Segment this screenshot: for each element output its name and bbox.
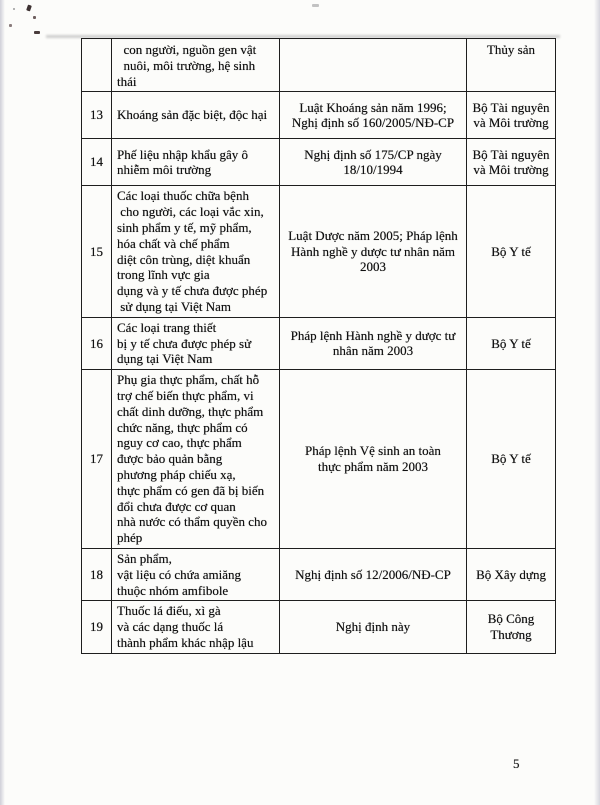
cell-ministry xyxy=(467,548,556,600)
cell-ministry xyxy=(467,601,556,653)
table-row xyxy=(82,601,556,653)
scan-speck xyxy=(13,8,15,10)
table-row xyxy=(82,186,556,317)
text-line: Thương xyxy=(490,627,532,642)
text-line: sinh phẩm y tế, mỹ phẩm, xyxy=(117,219,252,235)
scan-speck xyxy=(9,24,12,27)
cell-ministry xyxy=(467,317,556,369)
text-line: trợ chế biến thực phẩm, vi xyxy=(117,387,254,403)
text-line: hóa chất và chế phẩm xyxy=(117,235,230,251)
text-line: Bộ Tài nguyên xyxy=(472,146,550,162)
text-line: phép xyxy=(117,530,143,546)
text-line: nhiễm môi trường xyxy=(117,162,212,178)
cell-ministry xyxy=(467,186,556,317)
text-line: diệt côn trùng, diệt khuẩn xyxy=(117,251,251,267)
text-line: chất dinh dưỡng, thực phẩm xyxy=(117,403,264,419)
text-line: Pháp lệnh Vệ sinh an toàn xyxy=(305,443,441,459)
table-row xyxy=(82,370,556,549)
text-line: Hành nghề y dược tư nhân năm xyxy=(291,243,455,259)
prohibited-goods-table xyxy=(81,38,556,654)
text-line: thái xyxy=(117,73,137,89)
text-line: thực phẩm năm 2003 xyxy=(318,459,428,475)
text-line: Bộ Y tế xyxy=(491,243,531,259)
cell-legal-basis xyxy=(280,548,467,600)
text-line: thực phẩm có gen đã bị biến xyxy=(117,482,265,498)
text-line: và các dạng thuốc lá xyxy=(117,619,224,635)
table-row xyxy=(82,92,556,139)
text-line: đổi chưa được cơ quan xyxy=(117,498,236,514)
text-line: Phế liệu nhập khẩu gây ô xyxy=(117,146,249,162)
cell-number: 14 xyxy=(82,139,112,186)
text-line: chức năng, thực phẩm có xyxy=(117,419,248,435)
text-line: Nghị định này xyxy=(335,619,411,635)
text-line: Thủy sản xyxy=(486,42,536,57)
cell-description xyxy=(112,601,280,653)
text-line: Nghị định số 160/2005/NĐ-CP xyxy=(291,115,455,131)
text-line: nuôi, môi trường, hệ sinh xyxy=(117,57,256,73)
cell-number: 15 xyxy=(82,186,112,317)
scan-speck xyxy=(34,31,40,34)
cell-number: 18 xyxy=(82,548,112,600)
scan-speck xyxy=(33,16,36,19)
cell-ministry xyxy=(467,92,556,139)
text-line: nhân năm 2003 xyxy=(332,343,414,359)
cell-description xyxy=(112,139,280,186)
text-line: Bộ Công xyxy=(487,611,535,627)
text-line: sử dụng tại Việt Nam xyxy=(117,298,231,314)
text-line: Khoáng sản đặc biệt, độc hại xyxy=(117,107,268,123)
text-line: 2003 xyxy=(360,259,386,275)
text-line: trong lĩnh vực gia xyxy=(117,267,210,283)
cell-description xyxy=(112,370,280,549)
cell-number xyxy=(82,39,112,92)
table-row xyxy=(82,39,556,92)
text-line: Bộ Tài nguyên xyxy=(472,99,550,115)
text-line: Luật Dược năm 2005; Pháp lệnh xyxy=(288,227,458,243)
cell-number: 16 xyxy=(82,317,112,369)
cell-legal-basis xyxy=(280,370,467,549)
text-line: dụng và y tế chưa được phép xyxy=(117,283,268,299)
cell-ministry xyxy=(467,39,556,92)
cell-ministry xyxy=(467,370,556,549)
text-line: Phụ gia thực phẩm, chất hỗ xyxy=(117,372,260,388)
text-line: Nghị định số 12/2006/NĐ-CP xyxy=(295,566,451,582)
cell-legal-basis xyxy=(280,601,467,653)
cell-legal-basis xyxy=(280,92,467,139)
cell-number: 17 xyxy=(82,370,112,549)
cell-number: 13 xyxy=(82,92,112,139)
cell-legal-basis xyxy=(280,186,467,317)
page-number: 5 xyxy=(513,756,520,771)
scan-speck xyxy=(26,4,32,11)
table-row xyxy=(82,317,556,369)
text-line: bị y tế chưa được phép sử xyxy=(117,335,252,351)
text-line: vật liệu có chứa amiăng xyxy=(117,566,241,582)
text-line: Sản phẩm, xyxy=(117,550,172,566)
text-line: con người, nguồn gen vật xyxy=(117,42,257,57)
text-line: dụng tại Việt Nam xyxy=(117,351,213,367)
cell-legal-basis xyxy=(280,317,467,369)
text-line: 18/10/1994 xyxy=(343,162,403,178)
scan-speck xyxy=(312,4,319,7)
table-row xyxy=(82,139,556,186)
cell-legal-basis xyxy=(280,139,467,186)
page-edge-left xyxy=(0,0,5,805)
text-line: Các loại trang thiết xyxy=(117,319,217,335)
cell-description xyxy=(112,186,280,317)
text-line: và Môi trường xyxy=(473,115,549,131)
cell-number: 19 xyxy=(82,601,112,653)
text-line: Pháp lệnh Hành nghề y dược tư xyxy=(290,327,456,343)
text-line: Bộ Y tế xyxy=(491,335,531,351)
text-line: phương pháp chiếu xạ, xyxy=(117,466,236,482)
text-line: thành phẩm khác nhập lậu xyxy=(117,634,254,650)
text-line: Bộ Xây dựng xyxy=(476,566,546,582)
text-line: Luật Khoáng sản năm 1996; xyxy=(299,99,447,115)
text-line: Bộ Y tế xyxy=(491,451,531,467)
text-line: Nghị định số 175/CP ngày xyxy=(304,146,442,162)
text-line: và Môi trường xyxy=(473,162,549,178)
cell-description xyxy=(112,39,280,92)
text-line: thuộc nhóm amfibole xyxy=(117,582,229,598)
cell-ministry xyxy=(467,139,556,186)
text-line: Thuốc lá điếu, xì gà xyxy=(117,603,221,619)
text-line: nhà nước có thẩm quyền cho xyxy=(117,514,268,530)
table-body xyxy=(82,39,556,654)
text-line: được bảo quản bằng xyxy=(117,451,223,467)
text-line: Các loại thuốc chữa bệnh xyxy=(117,188,249,204)
cell-legal-basis xyxy=(280,39,467,92)
cell-description xyxy=(112,548,280,600)
page-edge-right xyxy=(594,0,600,805)
cell-description xyxy=(112,317,280,369)
table-row xyxy=(82,548,556,600)
text-line: cho người, các loại vắc xin, xyxy=(117,204,264,220)
cell-description xyxy=(112,92,280,139)
text-line: nguy cơ cao, thực phẩm xyxy=(117,435,242,451)
